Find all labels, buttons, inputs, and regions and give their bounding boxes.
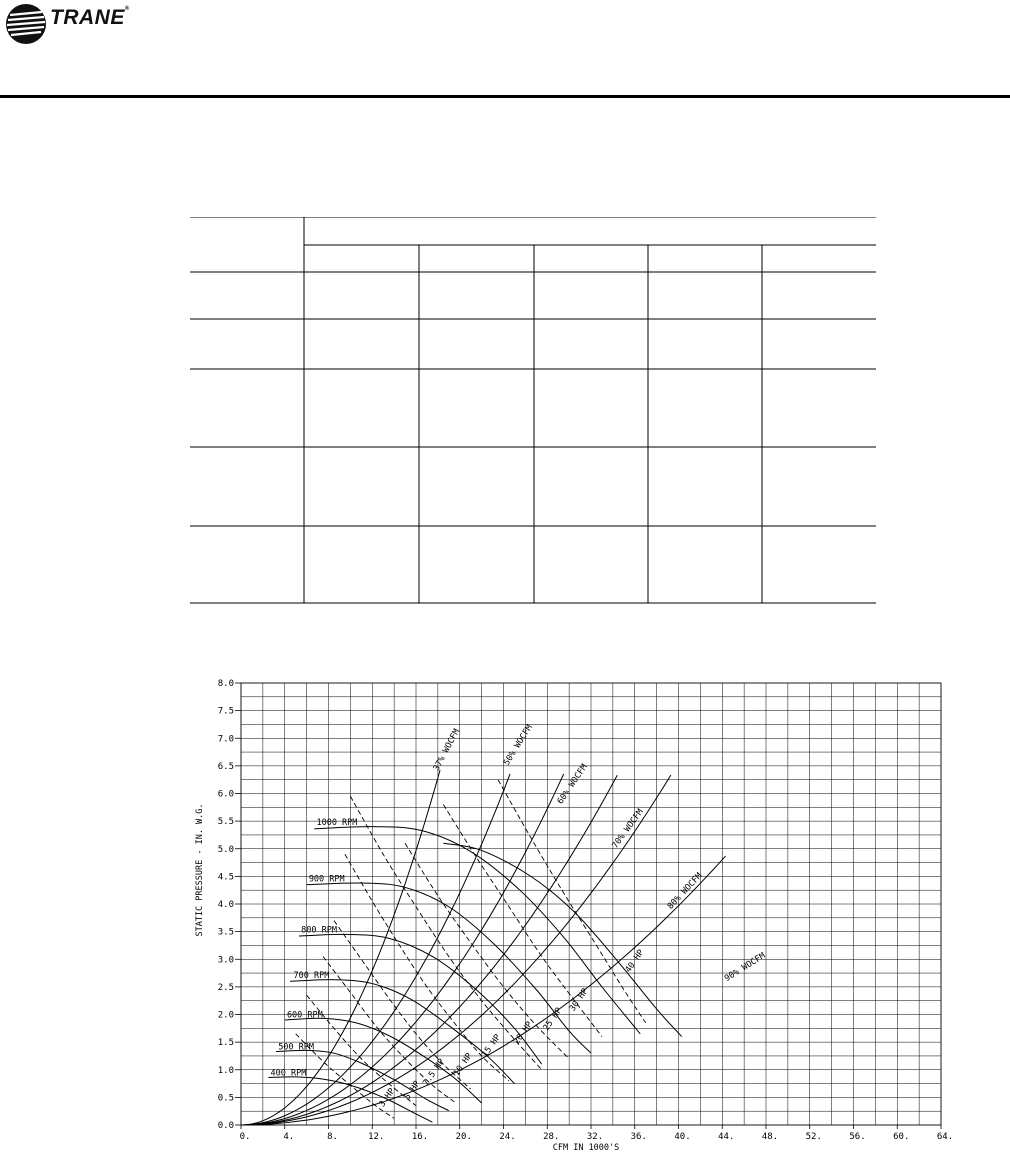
- rpm-curve-label: 400 RPM: [270, 1068, 307, 1079]
- x-tick-label: 60.: [893, 1132, 910, 1142]
- y-tick-label: 4.0: [217, 900, 234, 910]
- y-tick-label: 2.5: [217, 982, 234, 993]
- rpm-curve: [285, 1018, 482, 1103]
- x-tick-label: 64.: [936, 1132, 954, 1142]
- x-tick-label: 16.: [411, 1132, 429, 1142]
- hp-curve-label: 30 HP: [567, 986, 591, 1014]
- hp-curve-label: 15 HP: [480, 1032, 504, 1060]
- performance-table: [190, 217, 876, 604]
- system-curve-label: 80% WOCFM: [665, 871, 705, 912]
- y-tick-label: 1.0: [217, 1065, 234, 1076]
- y-tick-label: 6.0: [217, 789, 234, 800]
- x-tick-label: 12.: [368, 1132, 385, 1142]
- x-tick-label: 44.: [718, 1132, 735, 1142]
- x-tick-label: 28.: [543, 1132, 560, 1142]
- hp-curve-label: 5 HP: [402, 1079, 423, 1102]
- hp-curve: [334, 921, 471, 1090]
- x-tick-label: 8.: [327, 1132, 338, 1142]
- y-tick-label: 3.5: [217, 927, 234, 938]
- chart-ticks: [218, 679, 953, 1142]
- y-tick-label: 0.0: [217, 1121, 234, 1131]
- rpm-curve-label: 700 RPM: [293, 971, 330, 982]
- hp-curve-label: 40 HP: [623, 948, 647, 975]
- hp-curve-label: 7.5 HP: [421, 1057, 448, 1089]
- rpm-curve-label: 1000 RPM: [316, 817, 358, 828]
- x-axis-label: CFM IN 1000'S: [552, 1143, 620, 1153]
- hp-curve-label: 10 HP: [451, 1051, 475, 1079]
- y-tick-label: 1.5: [217, 1038, 234, 1049]
- rpm-curve-label: 800 RPM: [301, 925, 337, 936]
- chart-grid: [241, 683, 941, 1125]
- system-curve-label: 60% WOCFM: [555, 762, 590, 807]
- y-tick-label: 5.0: [217, 844, 234, 855]
- x-tick-label: 20.: [455, 1132, 472, 1142]
- header-rule: [0, 95, 1010, 98]
- y-tick-label: 7.5: [217, 706, 234, 717]
- hp-curve: [350, 796, 541, 1069]
- x-tick-label: 24.: [499, 1132, 516, 1142]
- hp-curve-label: 25 HP: [541, 1006, 565, 1033]
- rpm-curve-label: 900 RPM: [308, 874, 345, 885]
- y-tick-label: 0.5: [217, 1093, 234, 1104]
- x-tick-label: 36.: [630, 1132, 647, 1142]
- rpm-curve-label: 600 RPM: [286, 1010, 323, 1021]
- x-tick-label: 4.: [283, 1132, 295, 1142]
- system-curves: [241, 770, 726, 1125]
- system-curve: [241, 856, 726, 1125]
- x-tick-label: 32.: [586, 1132, 604, 1142]
- x-tick-label: 52.: [805, 1132, 822, 1142]
- y-tick-label: 6.5: [217, 761, 234, 772]
- rpm-curves: [268, 827, 681, 1123]
- y-tick-label: 7.0: [217, 734, 234, 745]
- hp-curves: [293, 780, 646, 1119]
- y-tick-label: 3.0: [217, 955, 234, 966]
- brand-name: TRANE®: [50, 6, 130, 29]
- x-tick-label: 56.: [849, 1132, 866, 1142]
- y-axis-label: STATIC PRESSURE - IN. W.G.: [195, 803, 205, 937]
- x-tick-label: 0.: [239, 1132, 251, 1142]
- rpm-curve-label: 500 RPM: [278, 1042, 315, 1053]
- system-curve-label: 90% WOCFM: [722, 951, 768, 984]
- curve-labels: [271, 723, 768, 1109]
- y-tick-label: 2.0: [217, 1010, 234, 1021]
- rpm-curve: [290, 980, 514, 1084]
- hp-curve-label: 20 HP: [511, 1019, 535, 1047]
- fan-performance-chart: [0, 660, 1010, 1153]
- y-tick-label: 8.0: [217, 679, 234, 689]
- x-tick-label: 48.: [761, 1132, 779, 1142]
- y-tick-label: 5.5: [217, 817, 234, 828]
- system-curve-label: 37% WOCFM: [431, 727, 463, 773]
- y-tick-label: 4.5: [217, 872, 234, 883]
- hp-curve: [498, 780, 646, 1023]
- rpm-curve: [443, 843, 681, 1036]
- system-curve-label: 50% WOCFM: [501, 723, 535, 768]
- x-tick-label: 40.: [674, 1132, 691, 1142]
- hp-curve-label: 3 HP: [377, 1086, 398, 1110]
- system-curve-label: 70% WOCFM: [610, 807, 646, 851]
